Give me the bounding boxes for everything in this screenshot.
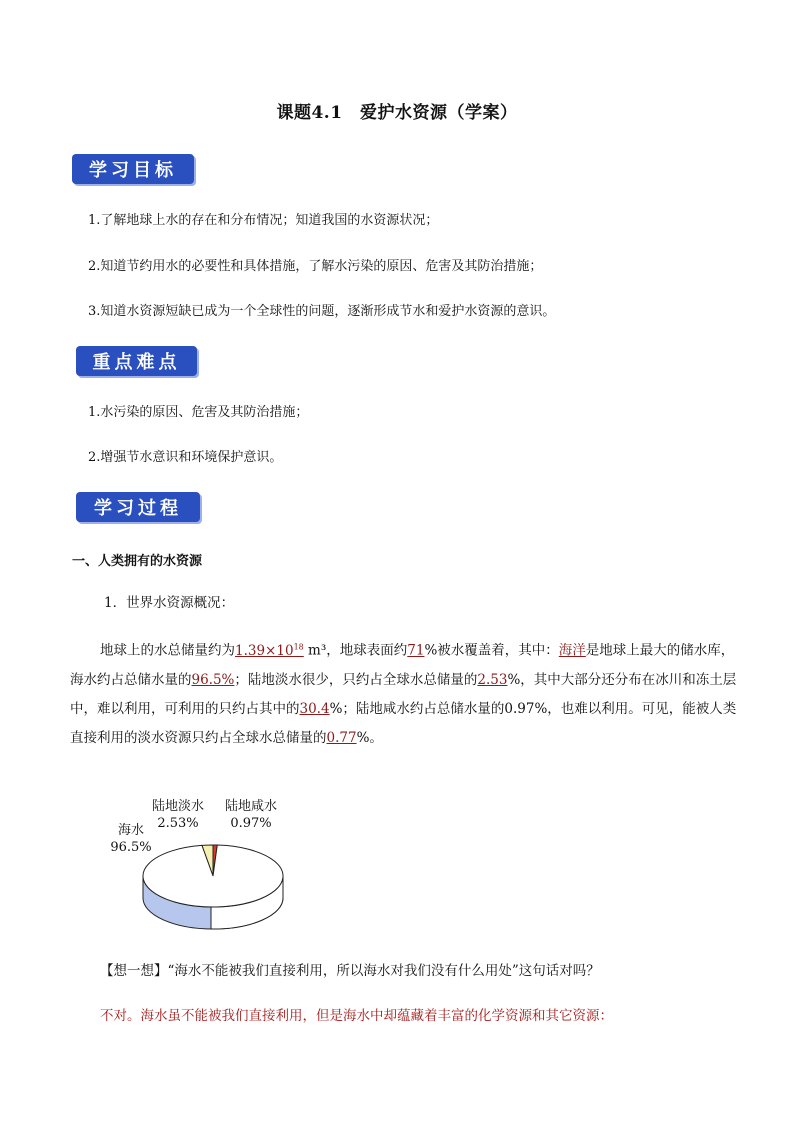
usable-freshwater-percent: 30.4 bbox=[299, 700, 330, 717]
section-badge-process: 学习过程 bbox=[76, 492, 200, 522]
think-answer: 不对。海水虽不能被我们直接利用，但是海水中却蕴藏着丰富的化学资源和其它资源： bbox=[100, 1008, 613, 1024]
label-saltwater-value: 0.97% bbox=[230, 816, 272, 831]
label-freshwater-name: 陆地淡水 bbox=[151, 799, 204, 814]
seawater-percent: 96.5% bbox=[191, 671, 235, 688]
objective-item-1: 1.了解地球上水的存在和分布情况；知道我国的水资源状况； bbox=[88, 213, 439, 228]
objective-item-3: 3.知道水资源短缺已成为一个全球性的问题，逐渐形成节水和爱护水资源的意识。 bbox=[88, 304, 556, 319]
think-question bbox=[100, 963, 600, 979]
label-seawater-value: 96.5% bbox=[110, 840, 152, 855]
earth-water-cover-percent: 71 bbox=[407, 642, 425, 659]
water-resources-paragraph: 地球上的水总储量约为$1.39\times 10^{18}$ m³，地球表面约71%被水覆盖着，其中：海洋是地球上最大的储水库，海水约占总储水量的96.5%；陆地淡水很少，只约占全球水总储量的2.53%，其中大部分还分布在冰川和冻土层中，难以利用，可利用的只约占其中的30.4%；陆地咸水约占总储水量的0.97%，也难以利用。可见，能被人类直接利用的淡水资源只约占全球水总储量的0.77%。 bbox=[70, 642, 737, 746]
think-question-text: “海水不能被我们直接利用，所以海水对我们没有什么用处”这句话对吗？ bbox=[167, 963, 600, 979]
key-point-item-1: 1.水污染的原因、危害及其防治措施； bbox=[88, 405, 309, 420]
pie-group bbox=[143, 845, 283, 929]
chart-label-saltwater bbox=[215, 798, 287, 832]
direct-usable-freshwater-percent: 0.77 bbox=[326, 729, 357, 746]
total-water-volume: $1.39\times 10^{18}$ bbox=[235, 642, 304, 659]
ocean-term: 海洋 bbox=[558, 642, 586, 659]
key-point-item-2: 2.增强节水意识和环境保护意识。 bbox=[88, 450, 283, 465]
freshwater-percent: 2.53 bbox=[477, 671, 508, 688]
think-label: 【想一想】 bbox=[100, 963, 168, 979]
section-badge-key-points: 重点难点 bbox=[76, 346, 197, 376]
section-heading-water-resources: 一、人类拥有的水资源 bbox=[72, 554, 203, 569]
section-badge-objectives: 学习目标 bbox=[72, 154, 194, 184]
label-freshwater-value: 2.53% bbox=[157, 816, 199, 831]
chart-label-freshwater bbox=[143, 798, 213, 832]
page-title: 课题4.1 爱护水资源（学案） bbox=[276, 103, 518, 123]
item-world-water-overview: 1．世界水资源概况： bbox=[104, 595, 235, 611]
objective-item-2: 2.知道节约用水的必要性和具体措施，了解水污染的原因、危害及其防治措施； bbox=[88, 259, 543, 274]
label-seawater-name: 海水 bbox=[117, 823, 144, 838]
label-saltwater-name: 陆地咸水 bbox=[224, 799, 277, 814]
